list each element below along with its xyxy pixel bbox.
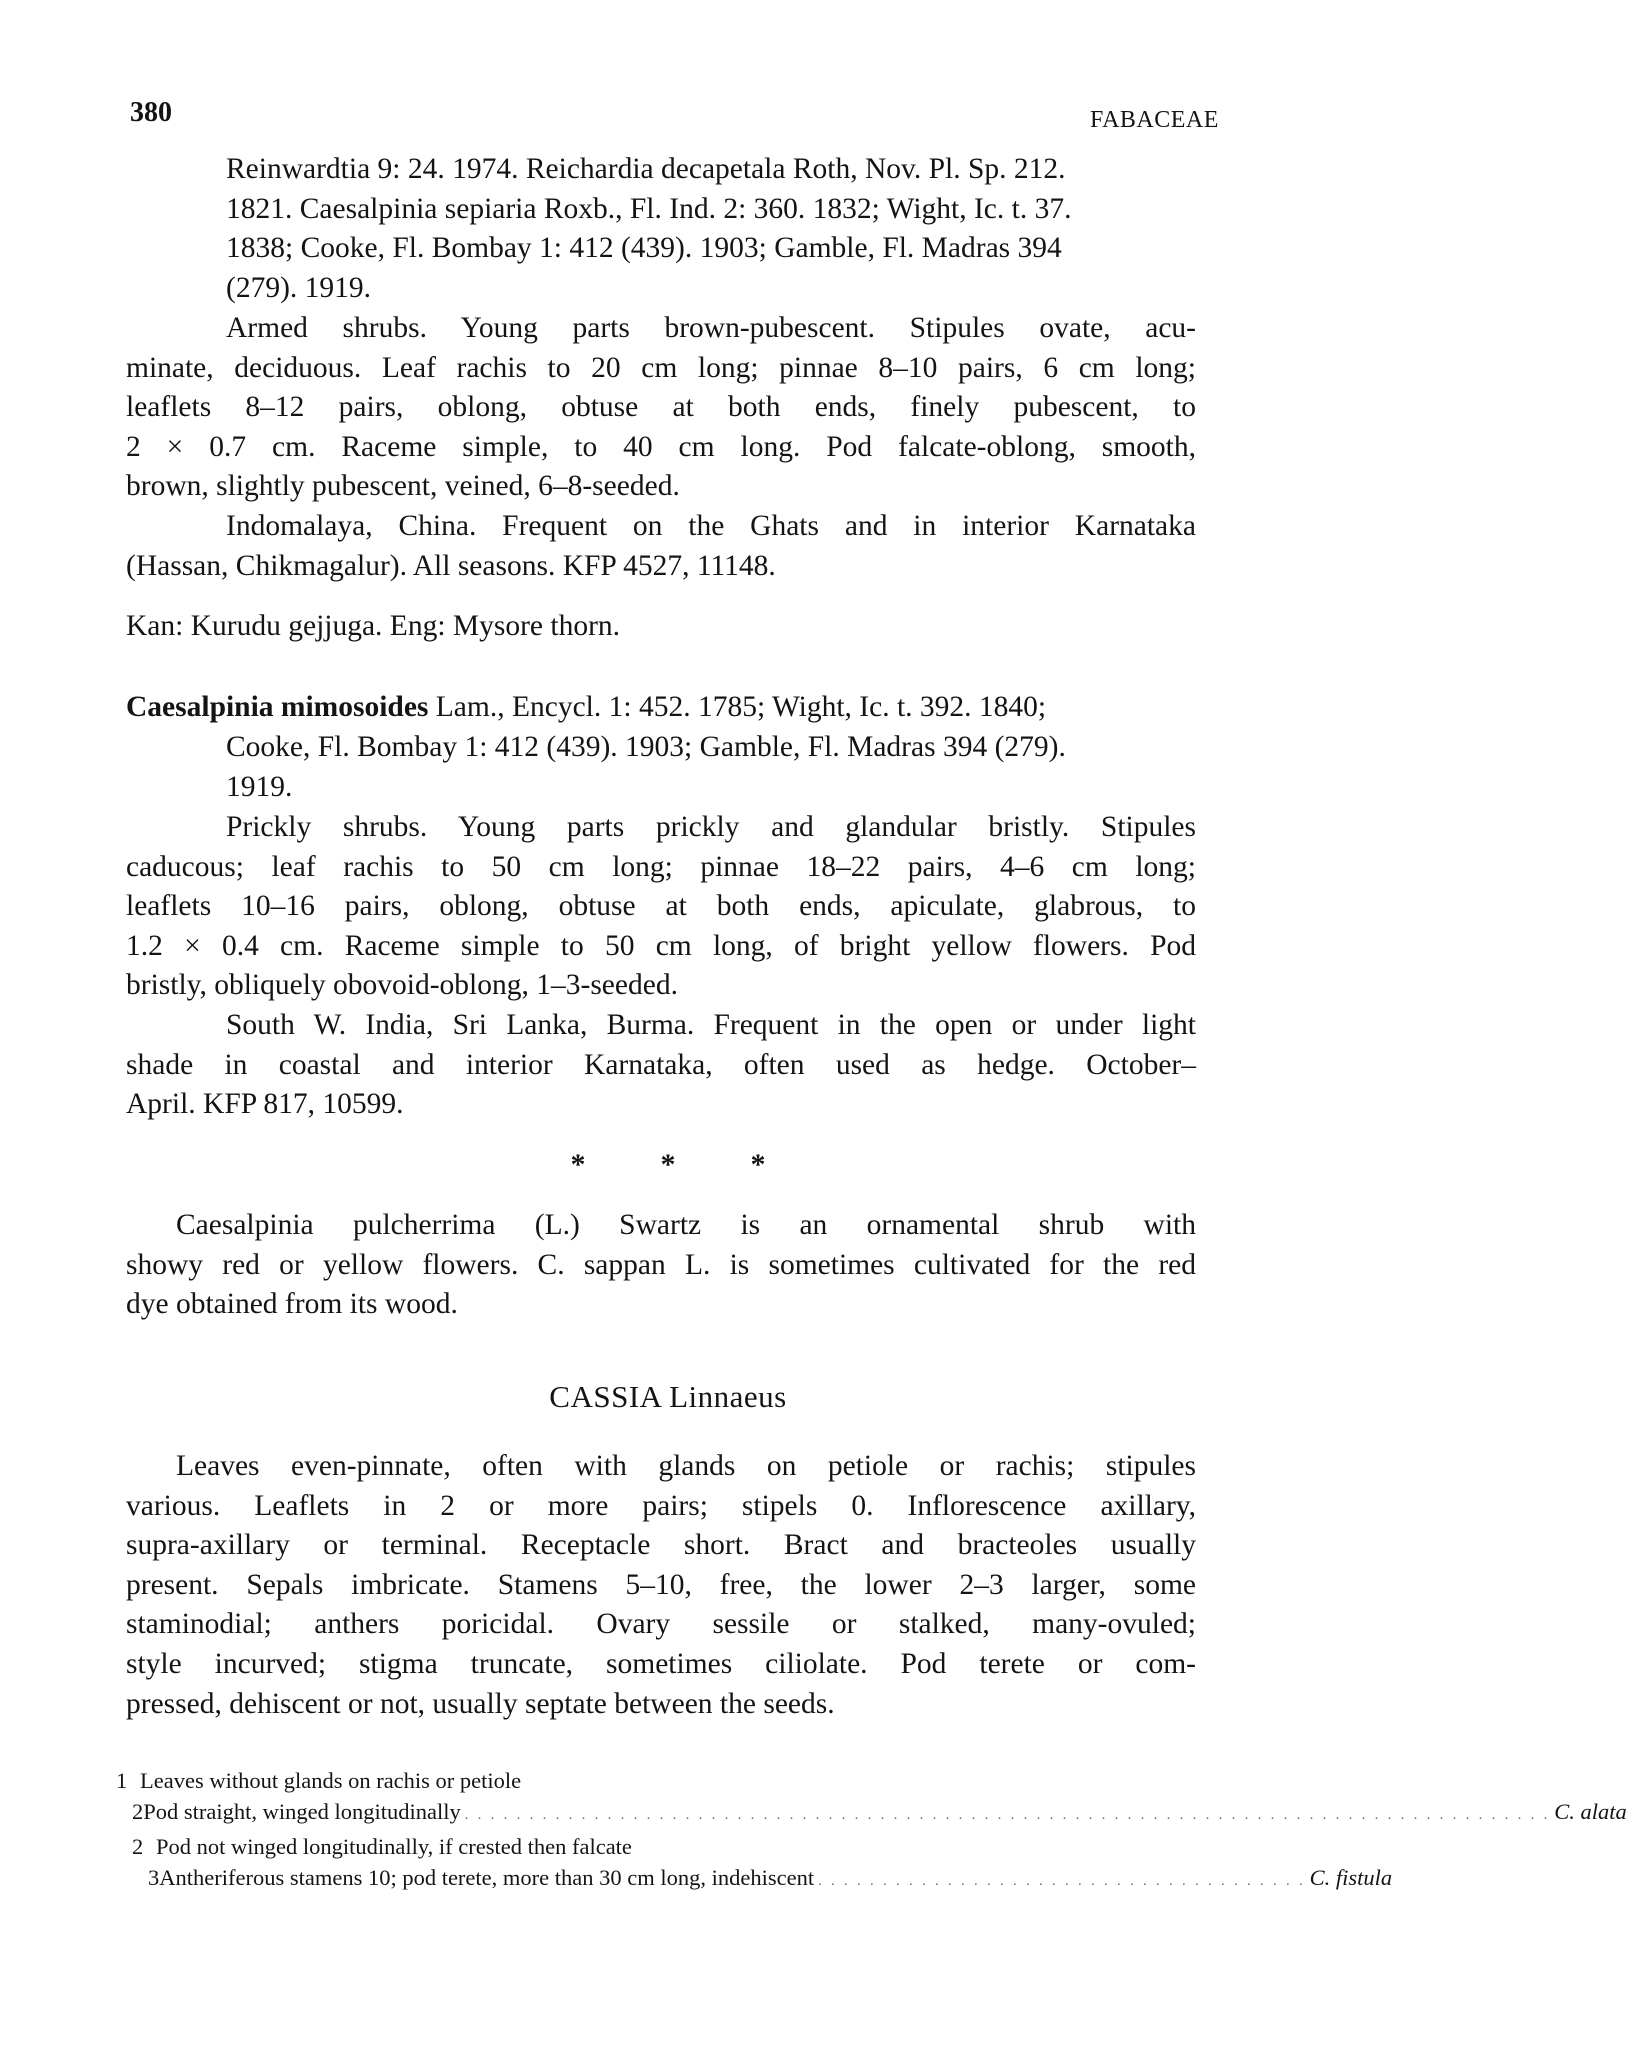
key-number: 2 — [132, 1834, 144, 1859]
entry1-description — [126, 309, 1196, 507]
ref-line: 1919. — [226, 770, 293, 803]
genus-desc-line: staminodial; anthers poricidal. Ovary sessile or stalked, many-ovuled; — [126, 1608, 1196, 1641]
note-line: dye obtained from its wood. — [126, 1288, 458, 1321]
key-text: Pod straight, winged longitudinally — [143, 1799, 461, 1824]
dist-line: South W. India, Sri Lanka, Burma. Frequent in the open or under light — [226, 1009, 1196, 1041]
desc-line: Prickly shrubs. Young parts prickly and glandular bristly. Stipules — [226, 811, 1196, 843]
running-head: FABACEAE — [1090, 107, 1219, 133]
entry1-vernacular: Kan: Kurudu gejjuga. Eng: Mysore thorn. — [126, 610, 621, 642]
desc-line: 1.2 × 0.4 cm. Raceme simple to 50 cm long, of bright yellow flowers. Pod — [126, 929, 1196, 962]
ref-line: Reinwardtia 9: 24. 1974. Reichardia decapetala Roth, Nov. Pl. Sp. 212. — [226, 153, 1066, 185]
key-couplet — [116, 1796, 1627, 1831]
ref-line: 1821. Caesalpinia sepiaria Roxb., Fl. Ind. 2: 360. 1832; Wight, Ic. t. 37. — [226, 192, 1072, 225]
cultivated-note — [126, 1206, 1196, 1325]
ref-line: 1838; Cooke, Fl. Bombay 1: 412 (439). 1903; Gamble, Fl. Madras 394 — [226, 232, 1062, 265]
genus-heading — [0, 1377, 1336, 1417]
entry1-refs — [226, 150, 1071, 308]
key-text: Pod not winged longitudinally, if crested then falcate — [156, 1834, 632, 1859]
genus-desc-line: style incurved; stigma truncate, sometimes ciliolate. Pod terete or com- — [126, 1647, 1196, 1680]
genus-desc-line: various. Leaflets in 2 or more pairs; stipels 0. Inflorescence axillary, — [126, 1489, 1196, 1522]
desc-line: brown, slightly pubescent, veined, 6–8-seeded. — [126, 470, 680, 503]
dist-line: (Hassan, Chikmagalur). All seasons. KFP 4527, 11148. — [126, 549, 776, 582]
dist-line: shade in coastal and interior Karnataka, often used as hedge. October– — [126, 1048, 1196, 1081]
ref-line: (279). 1919. — [226, 271, 372, 304]
identification-key — [116, 1765, 1627, 1897]
note-line: showy red or yellow flowers. C. sappan L. is sometimes cultivated for the red — [126, 1248, 1196, 1281]
entry2-header — [126, 688, 1046, 728]
page-number: 380 — [130, 97, 172, 128]
key-couplet — [116, 1765, 1196, 1796]
dist-line: April. KFP 817, 10599. — [126, 1088, 404, 1121]
key-couplet — [116, 1862, 1393, 1897]
key-leader: . . . . . . . . . . . . . . . . . . . . . . . . . . . . . . . . . . . . . . — [818, 1874, 1306, 1889]
desc-line: leaflets 8–12 pairs, oblong, obtuse at both ends, finely pubescent, to — [126, 391, 1196, 424]
ref-line: Cooke, Fl. Bombay 1: 412 (439). 1903; Gamble, Fl. Madras 394 (279). — [226, 731, 1066, 763]
genus-description — [126, 1447, 1196, 1724]
desc-line: leaflets 10–16 pairs, oblong, obtuse at both ends, apiculate, glabrous, to — [126, 890, 1196, 923]
entry2-description — [126, 808, 1196, 1006]
desc-line: minate, deciduous. Leaf rachis to 20 cm long; pinnae 8–10 pairs, 6 cm long; — [126, 351, 1196, 384]
key-number: 3 — [148, 1865, 160, 1890]
species-name: Caesalpinia mimosoides — [126, 691, 429, 723]
genus-desc-line: present. Sepals imbricate. Stamens 5–10, free, the lower 2–3 larger, some — [126, 1568, 1196, 1601]
desc-line: bristly, obliquely obovoid-oblong, 1–3-seeded. — [126, 969, 678, 1002]
entry2-distribution — [126, 1006, 1196, 1125]
key-result: C. fistula — [1309, 1865, 1393, 1890]
desc-line: caducous; leaf rachis to 50 cm long; pinnae 18–22 pairs, 4–6 cm long; — [126, 850, 1196, 883]
key-text: Leaves without glands on rachis or petiole — [140, 1768, 522, 1793]
section-separator: * * * — [570, 1148, 766, 1181]
key-couplet — [116, 1831, 1196, 1862]
dist-line: Indomalaya, China. Frequent on the Ghats and in interior Karnataka — [226, 510, 1196, 542]
entry1-distribution — [126, 507, 1196, 586]
key-text: Antheriferous stamens 10; pod terete, more than 30 cm long, indehiscent — [159, 1865, 815, 1890]
key-result: C. alata — [1554, 1799, 1627, 1824]
species-citation: Lam., Encycl. 1: 452. 1785; Wight, Ic. t. 392. 1840; — [435, 691, 1047, 723]
genus-desc-line: supra-axillary or terminal. Receptacle short. Bract and bracteoles usually — [126, 1529, 1196, 1562]
genus-desc-line: Leaves even-pinnate, often with glands on petiole or rachis; stipules — [176, 1450, 1196, 1482]
desc-line: 2 × 0.7 cm. Raceme simple, to 40 cm long. Pod falcate-oblong, smooth, — [126, 430, 1196, 463]
key-leader: . . . . . . . . . . . . . . . . . . . . . . . . . . . . . . . . . . . . . . . . . . . . . . . . . . . . . . . . . . . . . . . . . . . . . . . . . . . . . . . . . . . . — [464, 1808, 1551, 1823]
key-number: 2 — [132, 1799, 144, 1824]
key-number: 1 — [116, 1768, 128, 1793]
genus-name: CASSIA — [549, 1379, 661, 1414]
genus-desc-line: pressed, dehiscent or not, usually septate between the seeds. — [126, 1687, 835, 1720]
entry2-refs — [226, 728, 1066, 807]
genus-author: Linnaeus — [669, 1379, 787, 1414]
desc-line: Armed shrubs. Young parts brown-pubescent. Stipules ovate, acu- — [226, 312, 1196, 344]
note-line: Caesalpinia pulcherrima (L.) Swartz is an ornamental shrub with — [176, 1209, 1196, 1241]
